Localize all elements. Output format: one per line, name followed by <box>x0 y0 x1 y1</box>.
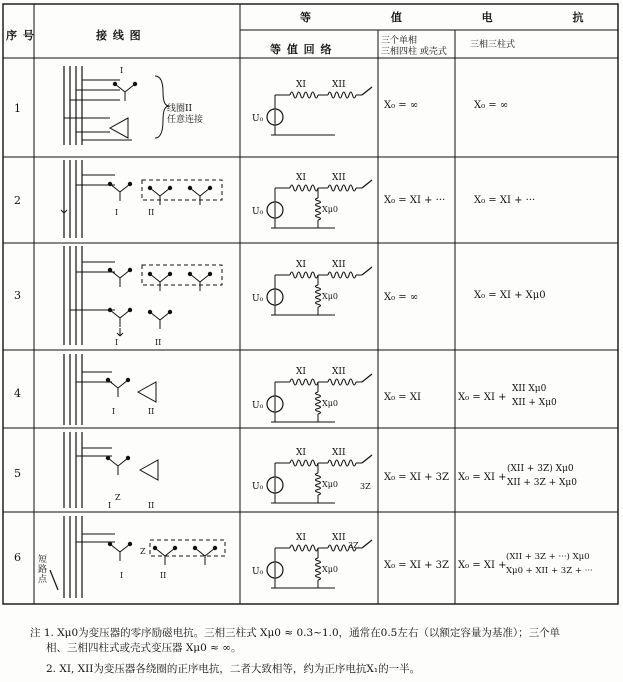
terminal-dot <box>108 542 112 546</box>
terminal-dot <box>128 308 132 312</box>
terminal-dot <box>168 310 172 314</box>
header-equiv-circuit: 等 值 回 络 <box>270 43 333 56</box>
xi-coil <box>290 545 318 551</box>
winding-delta <box>110 118 128 138</box>
u0-label: U₀ <box>252 482 264 492</box>
magnetizing-coil <box>316 285 321 307</box>
terminal-dot <box>193 546 197 550</box>
header-equiv-reactance: 等 值 电 抗 <box>300 11 622 24</box>
xi-coil <box>290 185 318 191</box>
terminal-dot <box>128 182 132 186</box>
note-2: 2. XI, XII为变压器各绕圈的正序电抗，二者大致相等，约为正序电抗X₁的一半。 <box>46 663 421 675</box>
single-formula-6: X₀ = XI + 3Z <box>384 560 449 571</box>
magnetizing-coil <box>316 473 321 495</box>
winding-label-I: I <box>115 208 119 217</box>
three-formula-5-den: XII + 3Z + Xμ0 <box>507 478 578 488</box>
row-no: 6 <box>14 551 21 564</box>
terminal-dot <box>108 268 112 272</box>
winding-label-I: I <box>120 66 124 75</box>
xii-label: XII <box>332 80 346 90</box>
terminal-dot <box>148 310 152 314</box>
single-formula-1: X₀ = ∞ <box>384 100 419 111</box>
terminal-dot <box>208 186 212 190</box>
winding-label-II: II <box>148 501 155 510</box>
switch <box>362 540 372 548</box>
z3-label: 3Z <box>348 541 359 550</box>
single-formula-2: X₀ = XI + ··· <box>384 195 446 206</box>
terminal-dot <box>113 82 117 86</box>
table-border <box>3 4 618 604</box>
xi-coil <box>290 272 318 278</box>
u0-label: U₀ <box>252 207 264 217</box>
winding-label-I: I <box>108 501 112 510</box>
note-1: 注 1. Xμ0为变压器的零序励磁电抗。三相三柱式 Xμ0 ≈ 0.3~1.0，通常在0.5左右（以额定容量为基准）；三个单 <box>30 627 561 639</box>
xi-coil <box>290 460 318 466</box>
terminal-dot <box>126 456 130 460</box>
switch <box>362 267 372 275</box>
row-no: 5 <box>14 467 21 480</box>
xi-coil <box>290 92 318 98</box>
magnetizing-coil <box>316 392 321 414</box>
switch <box>362 180 372 188</box>
xmu-label: Xμ0 <box>322 565 338 574</box>
z-label: Z <box>140 547 146 556</box>
terminal-dot <box>173 546 177 550</box>
xi-label: XI <box>296 533 306 543</box>
terminal-dot <box>213 546 217 550</box>
row1-side-note: 线圈II 任意连接 <box>167 104 204 125</box>
terminal-dot <box>106 378 110 382</box>
row-no: 2 <box>14 194 21 207</box>
three-formula-5-lhs: X₀ = XI + <box>458 472 507 483</box>
xi-coil <box>290 379 318 385</box>
xii-label: XII <box>332 533 346 543</box>
terminal-dot <box>108 182 112 186</box>
winding-label-I: I <box>120 571 124 580</box>
header-wiring: 接 线 图 <box>96 29 142 42</box>
row-no: 4 <box>14 387 21 400</box>
three-formula-1: X₀ = ∞ <box>474 100 509 111</box>
winding-label-I: I <box>115 338 119 347</box>
terminal-dot <box>188 272 192 276</box>
switch <box>362 455 372 463</box>
three-formula-6-num: (XII + 3Z + ···) Xμ0 <box>506 552 590 562</box>
xmu-label: Xμ0 <box>322 399 338 408</box>
three-formula-5-num: (XII + 3Z) Xμ0 <box>507 464 574 474</box>
xi-label: XI <box>296 260 306 270</box>
single-formula-5: X₀ = XI + 3Z <box>384 472 449 483</box>
single-formula-4: X₀ = XI <box>384 392 421 403</box>
header-seq: 序 号 <box>6 29 35 42</box>
winding-label-II: II <box>148 208 155 217</box>
xi-label: XI <box>296 80 306 90</box>
switch <box>362 374 372 382</box>
terminal-dot <box>108 308 112 312</box>
fault-arrow <box>50 570 58 590</box>
xii-coil <box>328 272 356 278</box>
winding-label-I: I <box>112 407 116 416</box>
z-label: Z <box>115 493 121 502</box>
winding-delta <box>138 382 156 402</box>
xii-label: XII <box>332 448 346 458</box>
switch <box>362 87 372 95</box>
winding-label-II: II <box>160 571 167 580</box>
row-no: 1 <box>14 102 21 115</box>
three-formula-3: X₀ = XI + Xμ0 <box>474 290 546 301</box>
terminal-dot <box>208 272 212 276</box>
xii-coil <box>328 185 356 191</box>
terminal-dot <box>168 186 172 190</box>
terminal-dot <box>128 542 132 546</box>
terminal-dot <box>188 186 192 190</box>
terminal-dot <box>133 82 137 86</box>
xmu-label: Xμ0 <box>322 292 338 301</box>
terminal-dot <box>106 456 110 460</box>
u0-label: U₀ <box>252 114 264 124</box>
xii-label: XII <box>332 367 346 377</box>
u0-label: U₀ <box>252 294 264 304</box>
three-formula-6-lhs: X₀ = XI + <box>458 560 507 571</box>
single-formula-3: X₀ = ∞ <box>384 292 419 303</box>
winding-label-II: II <box>148 407 155 416</box>
xmu-label: Xμ0 <box>322 205 338 214</box>
header-single-phase: 三个单相 三相四柱 或壳式 <box>381 36 447 57</box>
terminal-dot <box>128 268 132 272</box>
z3-label: 3Z <box>360 482 371 491</box>
xi-label: XI <box>296 173 306 183</box>
xi-label: XI <box>296 448 306 458</box>
three-formula-4-lhs: X₀ = XI + <box>458 392 507 403</box>
magnetizing-coil <box>316 198 321 220</box>
xii-coil <box>328 460 356 466</box>
terminal-dot <box>168 272 172 276</box>
three-formula-4-den: XII + Xμ0 <box>512 398 557 408</box>
terminal-dot <box>126 378 130 382</box>
row-no: 3 <box>14 289 21 302</box>
terminal-dot <box>148 272 152 276</box>
u0-label: U₀ <box>252 401 264 411</box>
row6-short-circuit-point: 短 路 点 <box>38 555 48 585</box>
xii-label: XII <box>332 173 346 183</box>
note-1-cont: 相、三相四柱式或壳式变压器 Xμ0 ≈ ∞。 <box>46 642 242 654</box>
magnetizing-coil <box>316 558 321 580</box>
three-formula-6-den: Xμ0 + XII + 3Z + ··· <box>506 566 593 576</box>
xi-label: XI <box>296 367 306 377</box>
terminal-dot <box>148 186 152 190</box>
three-formula-4-num: XII Xμ0 <box>512 384 547 394</box>
xii-label: XII <box>332 260 346 270</box>
xii-coil <box>328 92 356 98</box>
header-three-column: 三相三柱式 <box>470 40 516 50</box>
u0-label: U₀ <box>252 567 264 577</box>
winding-delta <box>140 460 158 480</box>
xii-coil <box>328 379 356 385</box>
winding-label-II: II <box>155 338 162 347</box>
xmu-label: Xμ0 <box>322 480 338 489</box>
terminal-dot <box>153 546 157 550</box>
three-formula-2: X₀ = XI + ··· <box>474 195 536 206</box>
